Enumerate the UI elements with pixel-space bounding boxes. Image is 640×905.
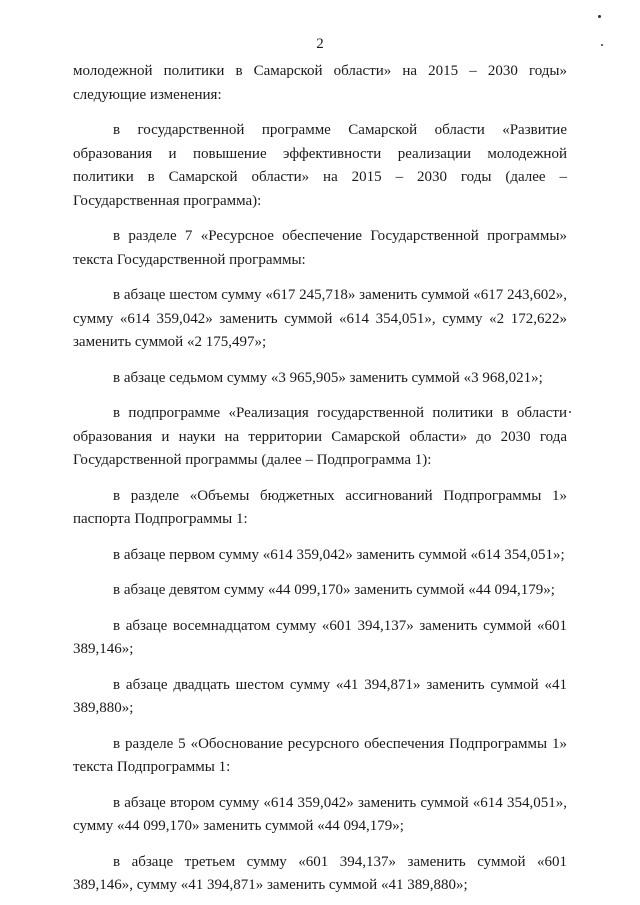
paragraph-section-7: в разделе 7 «Ресурсное обеспечение Государственной программы» текста Государственной программы: bbox=[73, 228, 567, 268]
paragraph-section-5: в разделе 5 «Обоснование ресурсного обеспечения Подпрограммы 1» текста Подпрограммы 1: bbox=[73, 735, 567, 775]
scan-speck bbox=[569, 411, 571, 413]
paragraph-budget-section: в разделе «Объемы бюджетных ассигнований Подпрограммы 1» паспорта Подпрограммы 1: bbox=[73, 487, 567, 527]
paragraph-abzac-26: в абзаце двадцать шестом сумму «41 394,871» заменить суммой «41 389,880»; bbox=[73, 676, 567, 716]
paragraph-subprogram-1: в подпрограмме «Реализация государственной политики в области образования и науки на территории Самарской области» до 2030 года Государственной программы (далее – Подпрограмма 1): bbox=[73, 405, 567, 468]
paragraph-intro: молодежной политики в Самарской области» на 2015 – 2030 годы» следующие изменения: bbox=[73, 63, 567, 103]
paragraph-abzac-18: в абзаце восемнадцатом сумму «601 394,137» заменить суммой «601 389,146»; bbox=[73, 617, 567, 657]
paragraph-abzac-7: в абзаце седьмом сумму «3 965,905» заменить суммой «3 968,021»; bbox=[113, 369, 543, 386]
page-number: 2 bbox=[316, 36, 324, 52]
paragraph-abzac-9: в абзаце девятом сумму «44 099,170» заменить суммой «44 094,179»; bbox=[113, 582, 555, 598]
scan-speck bbox=[598, 15, 601, 18]
paragraph-abzac-3: в абзаце третьем сумму «601 394,137» заменить суммой «601 389,146», сумму «41 394,871» заменить суммой «41 389,880»; bbox=[73, 853, 567, 893]
paragraph-state-program: в государственной программе Самарской области «Развитие образования и повышение эффективности реализации молодежной политики в Самарской области» на 2015 – 2030 годы (далее – Государственная программа): bbox=[73, 122, 567, 209]
document-body bbox=[73, 60, 567, 898]
scan-speck bbox=[601, 44, 603, 46]
paragraph-abzac-1: в абзаце первом сумму «614 359,042» заменить суммой «614 354,051»; bbox=[113, 546, 565, 563]
paragraph-abzac-6: в абзаце шестом сумму «617 245,718» заменить суммой «617 243,602», сумму «614 359,042» заменить суммой «614 354,051», сумму «2 172,622» заменить суммой «2 175,497»; bbox=[73, 287, 567, 350]
paragraph-abzac-2: в абзаце втором сумму «614 359,042» заменить суммой «614 354,051», сумму «44 099,170» заменить суммой «44 094,179»; bbox=[73, 794, 567, 834]
